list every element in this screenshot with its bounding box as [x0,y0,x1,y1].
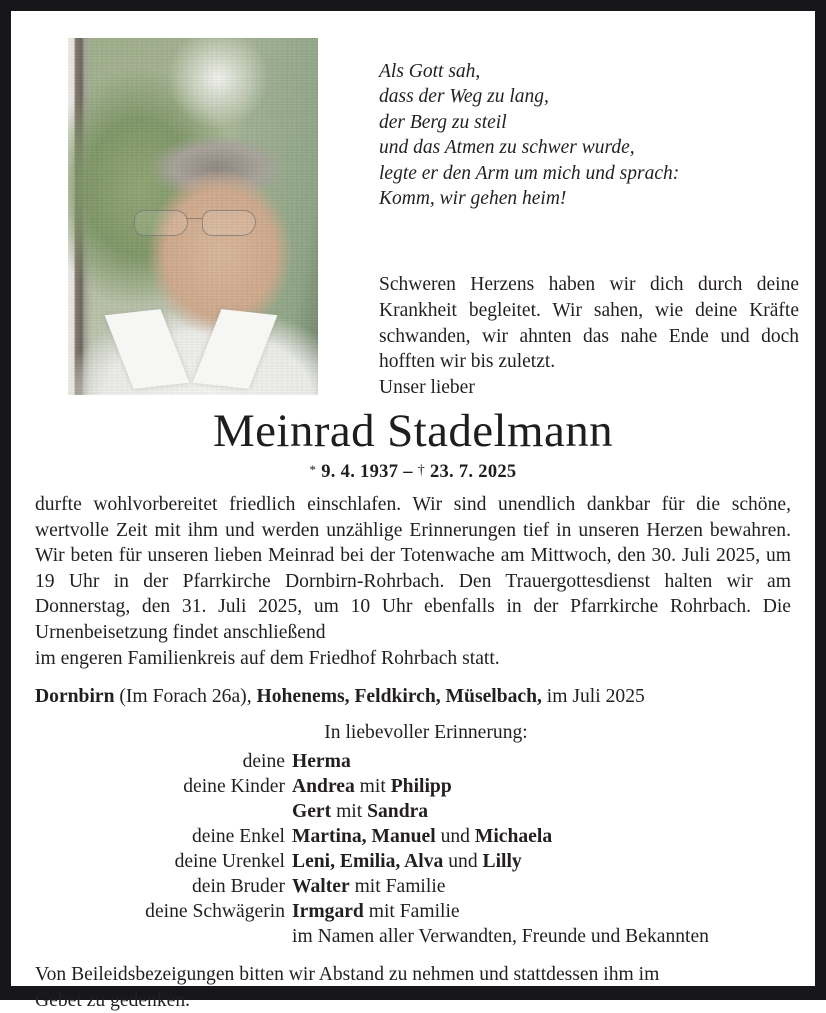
intro-text: Schweren Herzens haben wir dich durch deine Krankheit begleitet. Wir sahen, wie deine Kräfte schwanden, wir ahnten das nahe Ende und doch hofften wir bis zuletzt. [379,274,799,373]
shirt-collar [102,306,292,400]
funeral-details [35,492,791,671]
intro-paragraph [379,272,799,400]
lens-bridge [186,218,202,219]
family-relation: deine Urenkel [174,851,285,873]
poem-line: der Berg zu steil [379,111,507,133]
deceased-name: Meinrad Stadelmann [212,405,614,457]
place-others: Hohenems, Feldkirch, Müselbach, [256,686,542,708]
closing-tail: Gebet zu gedenken. [35,989,191,1011]
death-date: 23. 7. 2025 [429,462,517,482]
family-row [11,749,815,774]
poem-line: und das Atmen zu schwer wurde, [379,137,635,159]
family-row [11,924,815,949]
poem-column [379,11,799,400]
family-names: Leni, Emilia, Alva und Lilly [292,851,522,873]
poem-line: legte er den Arm um mich und sprach: [379,162,680,184]
family-row [11,824,815,849]
death-symbol: † [417,463,425,478]
intro-last-line: Unser lieber [379,376,475,398]
family-names: im Namen aller Verwandten, Freunde und Bekannten [292,926,709,948]
places-line [35,684,791,710]
date-separator: – [403,462,413,482]
family-relation [11,799,292,824]
family-list-body [11,749,815,949]
place-primary: Dornbirn [35,686,115,708]
family-row [11,799,815,824]
place-address: (Im Forach 26a), [114,686,257,708]
closing-text: Von Beileidsbezeigungen bitten wir Abstand zu nehmen und stattdessen ihm im [35,964,660,986]
eyeglasses-icon [128,210,268,236]
family-relation: deine Kinder [183,776,285,798]
family-names: Gert mit Sandra [292,801,429,823]
family-relation: deine Schwägerin [145,901,285,923]
life-dates [11,458,815,484]
notice-page [11,11,815,1011]
poem-line: dass der Weg zu lang, [379,86,549,108]
family-relation [11,924,292,949]
birth-date: 9. 4. 1937 [321,462,399,482]
family-names: Irmgard mit Familie [292,901,460,923]
family-relation: deine [242,751,285,773]
header-area [11,11,815,401]
family-names: Walter mit Familie [292,876,446,898]
family-names: Andrea mit Philipp [292,776,452,798]
closing-note [35,962,791,1013]
poem-line: Komm, wir gehen heim! [379,188,567,210]
family-relation: deine Enkel [191,826,285,848]
memorial-poem [379,59,799,211]
family-row [11,899,815,924]
family-list [11,749,815,949]
lens-left [134,210,188,236]
portrait-photograph [68,38,318,395]
poem-line: Als Gott sah, [379,61,481,82]
notice-date: im Juli 2025 [541,686,645,708]
lens-right [202,210,256,236]
family-row [11,849,815,874]
family-names: Martina, Manuel und Michaela [292,826,553,848]
family-relation: dein Bruder [191,876,285,898]
family-row [11,774,815,799]
family-row [11,874,815,899]
funeral-details-text: durfte wohlvorbereitet friedlich einschlafen. Wir sind unendlich dankbar für die schöne, wertvolle Zeit mit ihm und werden unzählige Erinnerungen tief in unseren Herzen bewahren. Wir beten für unseren lieben Meinrad bei der Totenwache am Mittwoch, den 30. Juli 2025, um 19 Uhr in der Pfarrkirche Dornbirn-Rohrbach. Den Trauergottesdienst halten wir am Donnerstag, den 31. Juli 2025, um 10 Uhr ebenfalls in der Pfarrkirche Rohrbach. Die Urnenbeisetzung findet anschließend [35,494,791,643]
memory-heading: In liebevoller Erinnerung: [324,722,528,744]
funeral-details-tail: im engeren Familienkreis auf dem Friedhof Rohrbach statt. [35,647,500,669]
birth-symbol: * [309,462,317,477]
family-names: Herma [292,751,351,773]
